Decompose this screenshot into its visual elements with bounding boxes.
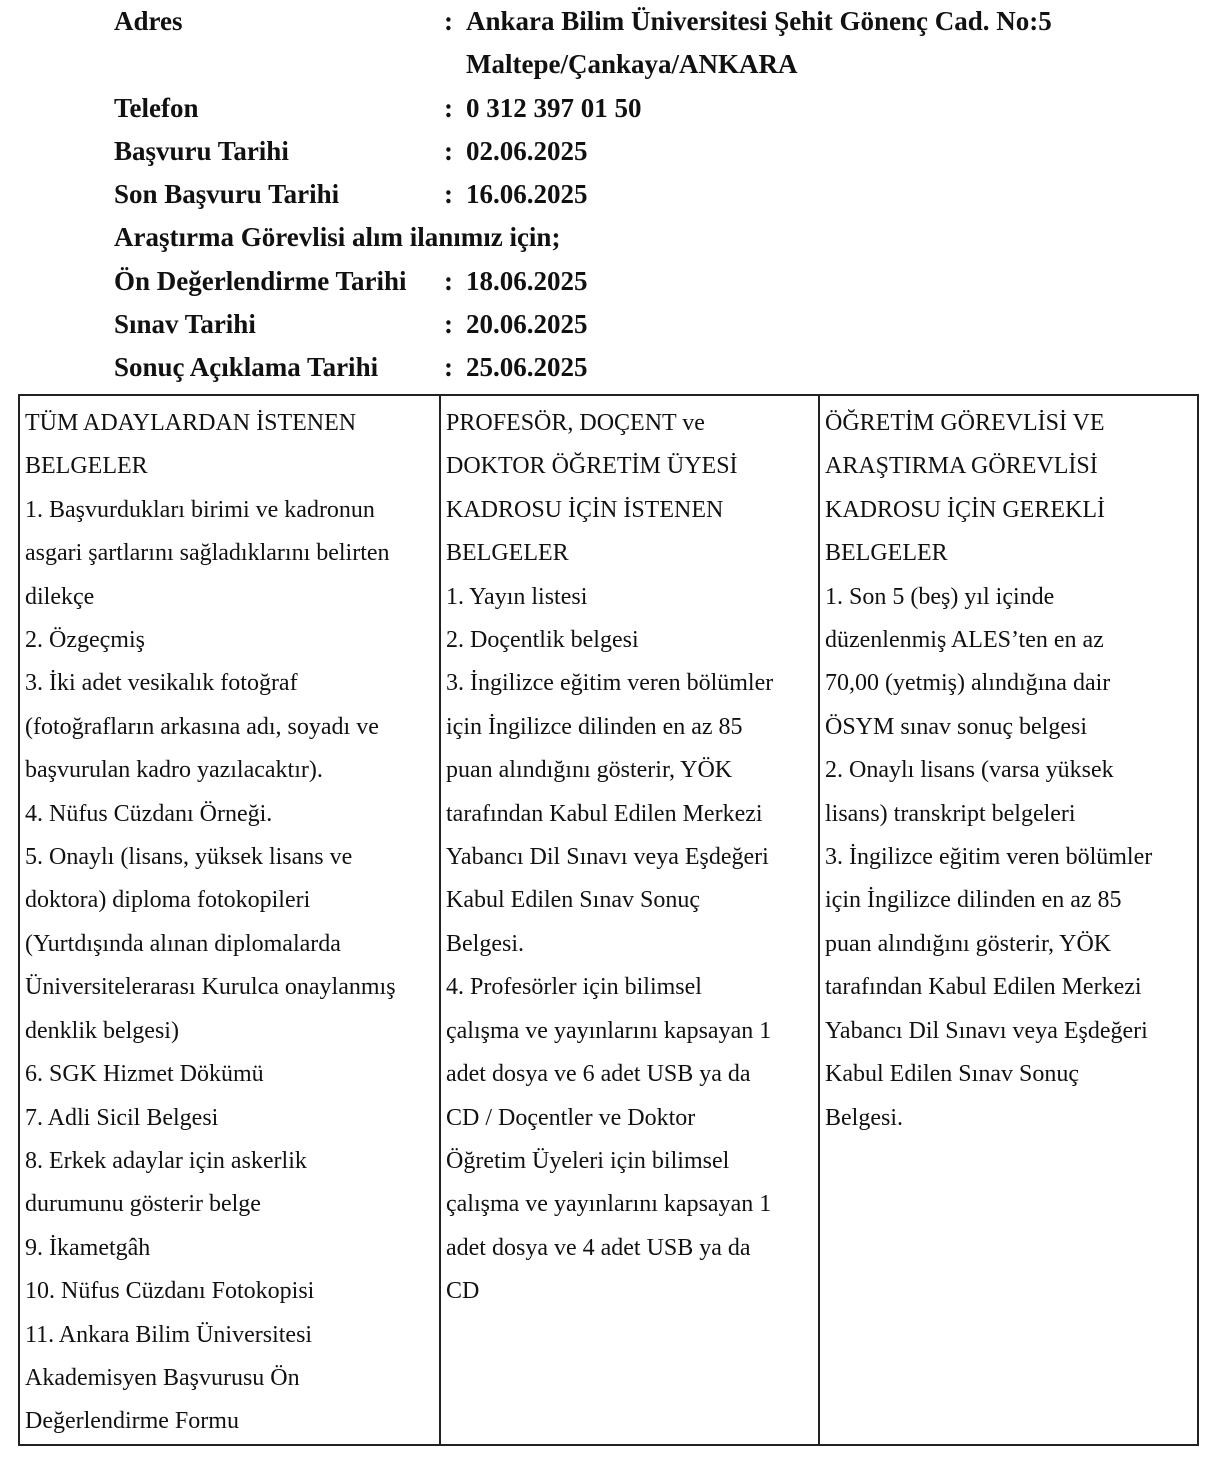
column-line: için İngilizce dilinden en az 85 xyxy=(825,887,1122,914)
column-line: TÜM ADAYLARDAN İSTENEN xyxy=(25,410,357,436)
column-line: BELGELER xyxy=(825,540,948,567)
colon: : xyxy=(444,92,453,123)
column-line: 1. Başvurdukları birimi ve kadronun xyxy=(25,496,375,523)
column-line: tarafından Kabul Edilen Merkezi xyxy=(825,974,1142,1001)
column-line: adet dosya ve 6 adet USB ya da xyxy=(446,1061,751,1088)
address-row xyxy=(114,0,1194,43)
preevaluation-row xyxy=(114,260,1194,303)
application-date-value: 02.06.2025 xyxy=(466,135,588,166)
column-line: 10. Nüfus Cüzdanı Fotokopisi xyxy=(25,1278,315,1305)
column-line: adet dosya ve 4 adet USB ya da xyxy=(446,1234,751,1261)
column-line: Yabancı Dil Sınavı veya Eşdeğeri xyxy=(825,1017,1148,1044)
colon: : xyxy=(444,6,453,36)
column-line: Değerlendirme Formu xyxy=(25,1408,239,1435)
column-line: durumunu gösterir belge xyxy=(25,1191,261,1218)
column-line: 70,00 (yetmiş) alındığına dair xyxy=(825,670,1111,697)
column-line: Kabul Edilen Sınav Sonuç xyxy=(825,1061,1079,1088)
column-line: doktora) diploma fotokopileri xyxy=(25,887,311,914)
column-line: (fotoğrafların arkasına adı, soyadı ve xyxy=(25,713,379,740)
column-line: için İngilizce dilinden en az 85 xyxy=(446,713,743,740)
column-line: KADROSU İÇİN İSTENEN xyxy=(446,496,724,523)
column-line: 1. Son 5 (beş) yıl içinde xyxy=(825,583,1055,610)
result-date-row xyxy=(114,346,1194,389)
column-line: 6. SGK Hizmet Dökümü xyxy=(25,1061,264,1088)
column-line: 7. Adli Sicil Belgesi xyxy=(25,1104,219,1131)
colon: : xyxy=(444,179,453,210)
column-line: ARAŞTIRMA GÖREVLİSİ xyxy=(825,453,1098,480)
column-line: (Yurtdışında alınan diplomalarda xyxy=(25,930,341,957)
column-line: BELGELER xyxy=(25,453,148,480)
colon: : xyxy=(444,309,453,340)
column-line: puan alındığını gösterir, YÖK xyxy=(825,930,1112,957)
column-line: 4. Profesörler için bilimsel xyxy=(446,974,702,1001)
column-line: Kabul Edilen Sınav Sonuç xyxy=(446,887,700,914)
column-line: PROFESÖR, DOÇENT ve xyxy=(446,410,705,436)
preevaluation-value: 18.06.2025 xyxy=(466,265,588,296)
deadline-value: 16.06.2025 xyxy=(466,179,588,210)
exam-date-row xyxy=(114,303,1194,346)
column-line: çalışma ve yayınlarını kapsayan 1 xyxy=(446,1017,772,1044)
column-line: 5. Onaylı (lisans, yüksek lisans ve xyxy=(25,844,353,871)
address-value-line1: Ankara Bilim Üniversitesi Şehit Gönenç Cad. No:5 xyxy=(466,6,1052,36)
colon: : xyxy=(444,265,453,296)
table-row xyxy=(19,395,1198,1445)
column-line: 3. İngilizce eğitim veren bölümler xyxy=(825,844,1153,871)
column-line: Öğretim Üyeleri için bilimsel xyxy=(446,1147,730,1174)
column-line: CD / Doçentler ve Doktor xyxy=(446,1104,696,1131)
column-line: 11. Ankara Bilim Üniversitesi xyxy=(25,1321,313,1348)
column-line: 4. Nüfus Cüzdanı Örneği. xyxy=(25,800,273,827)
column-line: 3. İki adet vesikalık fotoğraf xyxy=(25,670,298,697)
deadline-label: Son Başvuru Tarihi xyxy=(114,179,340,210)
column-line: başvurulan kadro yazılacaktır). xyxy=(25,757,323,784)
column-line: dilekçe xyxy=(25,583,95,610)
column-line: 2. Doçentlik belgesi xyxy=(446,627,639,654)
column-line: KADROSU İÇİN GEREKLİ xyxy=(825,496,1105,523)
phone-value: 0 312 397 01 50 xyxy=(466,92,642,123)
column-line: ÖĞRETİM GÖREVLİSİ VE xyxy=(825,410,1105,436)
required-documents-table xyxy=(18,394,1199,1446)
column-line: asgari şartlarını sağladıklarını belirten xyxy=(25,540,390,567)
column-line: tarafından Kabul Edilen Merkezi xyxy=(446,800,763,827)
announcement-info xyxy=(114,0,1194,390)
column-line: Akademisyen Başvurusu Ön xyxy=(25,1364,300,1391)
column-line: 2. Özgeçmiş xyxy=(25,627,145,654)
all-candidates-column xyxy=(19,395,440,1445)
colon: : xyxy=(444,135,453,166)
address-value-line2: Maltepe/Çankaya/ANKARA xyxy=(466,49,798,80)
exam-date-label: Sınav Tarihi xyxy=(114,309,256,340)
address-label: Adres xyxy=(114,6,183,36)
column-line: BELGELER xyxy=(446,540,569,567)
column-line: 1. Yayın listesi xyxy=(446,583,588,610)
deadline-row xyxy=(114,173,1194,216)
result-date-value: 25.06.2025 xyxy=(466,352,588,383)
lecturer-research-assistant-column xyxy=(819,395,1198,1445)
address-row-continued xyxy=(114,43,1194,86)
column-line: 2. Onaylı lisans (varsa yüksek xyxy=(825,757,1114,784)
column-line: puan alındığını gösterir, YÖK xyxy=(446,757,733,784)
research-assistant-note: Araştırma Görevlisi alım ilanımız için; xyxy=(114,222,561,253)
preevaluation-label: Ön Değerlendirme Tarihi xyxy=(114,265,407,296)
column-line: 8. Erkek adaylar için askerlik xyxy=(25,1147,307,1174)
column-line: ÖSYM sınav sonuç belgesi xyxy=(825,713,1087,740)
column-line: Belgesi. xyxy=(825,1104,903,1131)
column-line: Belgesi. xyxy=(446,930,524,957)
faculty-members-column xyxy=(440,395,819,1445)
column-line: Üniversitelerarası Kurulca onaylanmış xyxy=(25,974,396,1001)
column-line: DOKTOR ÖĞRETİM ÜYESİ xyxy=(446,453,738,480)
column-line: lisans) transkript belgeleri xyxy=(825,800,1076,827)
phone-label: Telefon xyxy=(114,92,199,123)
colon: : xyxy=(444,352,453,383)
application-date-row xyxy=(114,130,1194,173)
result-date-label: Sonuç Açıklama Tarihi xyxy=(114,352,379,383)
column-line: Yabancı Dil Sınavı veya Eşdeğeri xyxy=(446,844,769,871)
application-date-label: Başvuru Tarihi xyxy=(114,135,289,166)
column-line: 9. İkametgâh xyxy=(25,1234,151,1261)
column-line: 3. İngilizce eğitim veren bölümler xyxy=(446,670,774,697)
column-line: CD xyxy=(446,1278,480,1305)
phone-row xyxy=(114,87,1194,130)
column-line: düzenlenmiş ALES’ten en az xyxy=(825,627,1104,654)
column-line: çalışma ve yayınlarını kapsayan 1 xyxy=(446,1191,772,1218)
exam-date-value: 20.06.2025 xyxy=(466,309,588,340)
column-line: denklik belgesi) xyxy=(25,1017,179,1044)
